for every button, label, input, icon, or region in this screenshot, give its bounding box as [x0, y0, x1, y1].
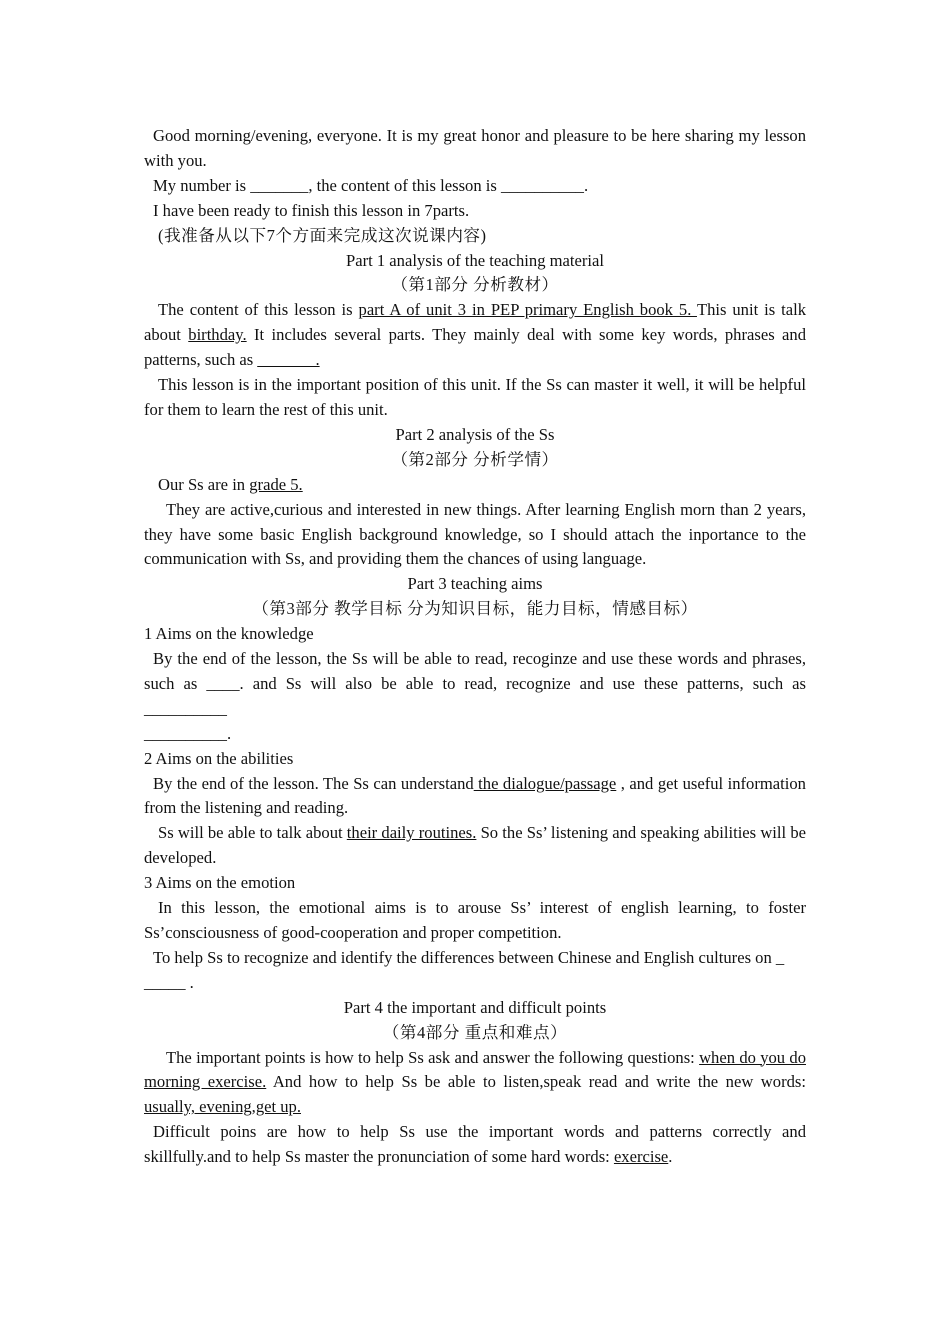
part1-title: Part 1 analysis of the teaching material [345, 250, 605, 270]
text-span: So the Ss’ listening and speaking abilities will be developed. [144, 823, 806, 868]
text-span: The important points is how to help Ss ask and answer the following questions: [166, 1047, 700, 1067]
intro-ready-cn: (我准备从以下7个方面来完成这次说课内容) [158, 225, 487, 245]
part2-title: Part 2 analysis of the Ss [395, 424, 555, 444]
part2-paragraph-1 [144, 473, 806, 498]
part3-emotion-paragraph-2: To help Ss to recognize and identify the differences between Chinese and English cultures on _ [153, 947, 785, 967]
intro-greeting: Good morning/evening, everyone. It is my great honor and pleasure to be here sharing my lesson with you. [144, 126, 806, 170]
underlined-text: usually, evening,get up. [144, 1097, 301, 1117]
text-span: Difficult poins are how to help Ss use the important words and patterns correctly and skillfully.and to help Ss master the pronunciation of some hard words: [144, 1122, 806, 1167]
underlined-text: _______. [257, 350, 320, 370]
part3-heading-abilities: 2 Aims on the abilities [144, 748, 294, 768]
part4-paragraph-1 [144, 1046, 806, 1121]
part3-knowledge-paragraph: By the end of the lesson, the Ss will be able to read, recoginze and use these words and phrases, such as ____. and Ss will also be able to read, recognize and use these patterns, such as __________ [144, 649, 806, 718]
part4-title-cn: （第4部分 重点和难点） [382, 1022, 568, 1042]
part3-title-cn: （第3部分 教学目标 分为知识目标，能力目标，情感目标） [252, 599, 698, 619]
part1-paragraph-2: This lesson is in the important position of this unit. If the Ss can master it well, it will be helpful for them to learn the rest of this unit. [144, 375, 806, 419]
document-page [144, 124, 806, 1170]
part2-title-cn: （第2部分 分析学情） [391, 449, 559, 469]
part3-abilities-paragraph-1 [144, 772, 806, 822]
part3-title: Part 3 teaching aims [407, 574, 543, 594]
underlined-text: birthday. [188, 325, 247, 345]
text-span: By the end of the lesson. The Ss can understand [153, 773, 474, 793]
text-span: And how to help Ss be able to listen,speak read and write the new words: [266, 1072, 806, 1092]
text-span: It includes several parts. They mainly deal with some key words, phrases and patterns, such as [144, 325, 806, 370]
text-span: This unit is talk about [144, 300, 806, 345]
underlined-text: the dialogue/passage [473, 773, 617, 793]
part3-heading-knowledge: 1 Aims on the knowledge [144, 624, 314, 644]
part2-paragraph-2: They are active,curious and interested in new things. After learning English morn than 2 years, they have some basic English background knowledge, so I should attach the inportance to the communication with Ss, and providing them the chances of using language. [144, 499, 806, 569]
part3-knowledge-blank: __________. [144, 723, 232, 743]
underlined-text: their daily routines. [346, 823, 477, 843]
part4-title: Part 4 the important and difficult points [343, 997, 607, 1017]
intro-ready-line: I have been ready to finish this lesson in 7parts. [153, 200, 470, 220]
text-span: Ss will be able to talk about [158, 823, 347, 843]
underlined-text: grade 5. [249, 474, 303, 494]
text-span: , and get useful information from the listening and reading. [144, 773, 806, 818]
underlined-text: exercise [613, 1147, 669, 1167]
part3-abilities-paragraph-2 [144, 821, 806, 871]
text-span: The content of this lesson is [158, 300, 359, 320]
underlined-text: part A of unit 3 in PEP primary English book 5. [358, 300, 697, 320]
part4-paragraph-2 [144, 1120, 806, 1170]
part3-heading-emotion: 3 Aims on the emotion [144, 873, 296, 893]
part3-emotion-paragraph-1: In this lesson, the emotional aims is to arouse Ss’ interest of english learning, to foster Ss’consciousness of good-cooperation and proper competition. [144, 898, 806, 942]
part3-emotion-blank: _____ . [144, 972, 194, 992]
text-span: Our Ss are in [158, 474, 250, 494]
part1-paragraph-1 [144, 298, 806, 373]
intro-number-line: My number is _______, the content of this lesson is __________. [153, 175, 589, 195]
text-span: . [668, 1147, 673, 1167]
part1-title-cn: （第1部分 分析教材） [391, 275, 559, 295]
underlined-text: when do you do morning exercise. [144, 1047, 806, 1092]
